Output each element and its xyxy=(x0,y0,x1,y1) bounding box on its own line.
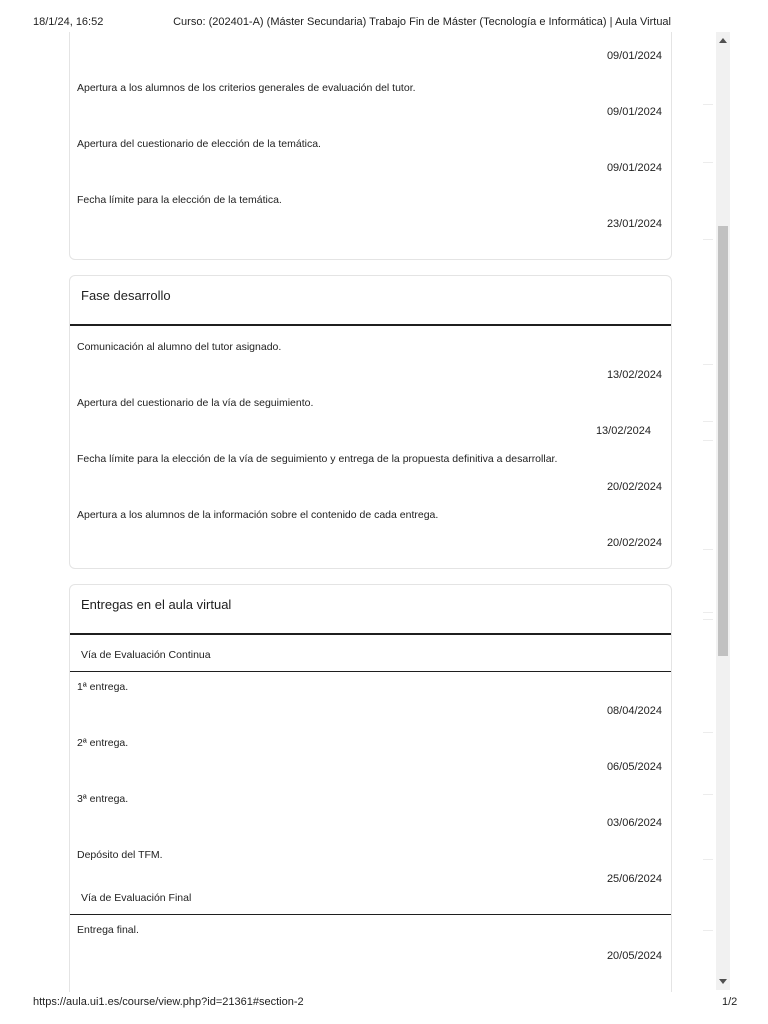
item-date: 09/01/2024 xyxy=(606,50,662,62)
scrollbar-thumb[interactable] xyxy=(718,226,728,656)
print-page-title: Curso: (202401-A) (Máster Secundaria) Trabajo Fin de Máster (Tecnología e Informática) | Aula Virtual xyxy=(173,16,671,28)
item-date: 08/04/2024 xyxy=(606,705,662,717)
list-item xyxy=(70,672,671,728)
item-description: Entrega final. xyxy=(77,924,139,936)
subsection-label: Vía de Evaluación Continua xyxy=(81,649,211,661)
card-title: Entregas en el aula virtual xyxy=(81,597,232,612)
print-page-url: https://aula.ui1.es/course/view.php?id=21361#section-2 xyxy=(33,996,304,1008)
list-item xyxy=(70,438,671,494)
list-item xyxy=(70,129,671,185)
item-description: Apertura del cuestionario de la vía de seguimiento. xyxy=(77,397,314,409)
page-scrollbar[interactable] xyxy=(716,32,730,990)
list-item xyxy=(70,840,671,896)
item-description: Fecha límite para la elección de la vía de seguimiento y entrega de la propuesta definitiva a desarrollar. xyxy=(77,453,558,465)
card-header xyxy=(70,585,671,635)
subsection-header-continua xyxy=(70,635,671,672)
item-date: 25/06/2024 xyxy=(606,873,662,885)
item-description: Apertura a los alumnos de la información sobre el contenido de cada entrega. xyxy=(77,509,439,521)
item-description: Depósito del TFM. xyxy=(77,849,163,861)
item-date: 03/06/2024 xyxy=(606,817,662,829)
print-datetime: 18/1/24, 16:52 xyxy=(33,16,104,28)
list-item xyxy=(70,784,671,840)
subsection-label: Vía de Evaluación Final xyxy=(81,892,192,904)
print-page-number: 1/2 xyxy=(722,996,738,1008)
item-description: 3ª entrega. xyxy=(77,793,129,805)
list-item xyxy=(70,915,671,971)
item-description: Apertura a los alumnos de los criterios generales de evaluación del tutor. xyxy=(77,82,416,94)
item-description: 1ª entrega. xyxy=(77,681,129,693)
list-item xyxy=(70,185,671,241)
item-date: 13/02/2024 xyxy=(606,369,662,381)
list-item xyxy=(70,326,671,382)
scroll-up-arrow-icon[interactable] xyxy=(719,38,727,43)
item-description: Comunicación al alumno del tutor asignado. xyxy=(77,341,282,353)
item-date: 09/01/2024 xyxy=(606,106,662,118)
course-content-viewport xyxy=(33,32,732,992)
item-description: Fecha límite para la elección de la temática. xyxy=(77,194,282,206)
card-header xyxy=(70,276,671,326)
list-item xyxy=(70,32,671,73)
item-description: Apertura del cuestionario de elección de la temática. xyxy=(77,138,321,150)
print-header xyxy=(0,0,768,32)
list-item xyxy=(70,494,671,550)
item-date: 13/02/2024 xyxy=(595,425,651,437)
print-footer xyxy=(0,996,768,1016)
list-item xyxy=(70,382,671,438)
schedule-card-fase-desarrollo xyxy=(69,275,672,569)
item-date: 20/02/2024 xyxy=(606,481,662,493)
schedule-card-entregas xyxy=(69,584,672,992)
scroll-down-arrow-icon[interactable] xyxy=(719,979,727,984)
list-item xyxy=(70,728,671,784)
item-date: 20/02/2024 xyxy=(606,537,662,549)
card-title: Fase desarrollo xyxy=(81,288,171,303)
side-panel-edge xyxy=(703,64,715,992)
list-item xyxy=(70,73,671,129)
item-description: 2ª entrega. xyxy=(77,737,129,749)
item-date: 23/01/2024 xyxy=(606,218,662,230)
item-date: 09/01/2024 xyxy=(606,162,662,174)
item-date: 06/05/2024 xyxy=(606,761,662,773)
item-date: 20/05/2024 xyxy=(606,950,662,962)
subsection-header-final xyxy=(70,892,671,915)
schedule-card-inicial xyxy=(69,32,672,260)
